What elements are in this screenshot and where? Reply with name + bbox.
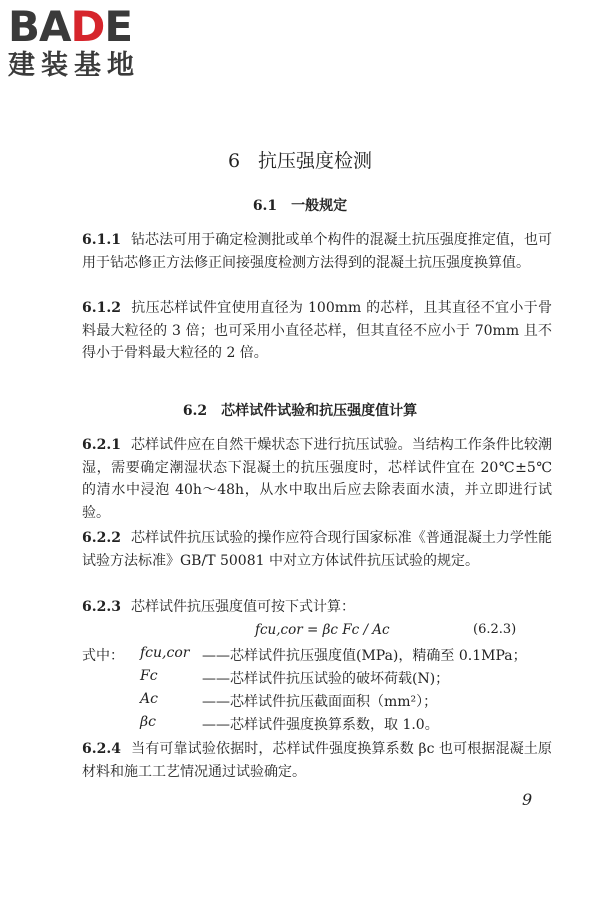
clause-text: 芯样试件抗压试验的操作应符合现行国家标准《普通混凝土力学性能试验方法标准》GB/T 50081 中对立方体试件抗压试验的规定。 <box>82 530 552 569</box>
brand-logo <box>8 2 178 82</box>
logo-wordmark <box>8 2 178 51</box>
paragraph-6-2-2 <box>82 527 552 572</box>
symbol-definition: ——芯样试件抗压强度值(MPa)，精确至 0.1MPa； <box>202 648 527 664</box>
paragraph-6-2-3 <box>82 596 552 619</box>
chapter-number: 6 <box>227 150 241 172</box>
clause-number: 6.1.1 <box>82 232 121 248</box>
paragraph-6-1-1 <box>82 229 552 274</box>
chapter-title: 抗压强度检测 <box>258 150 373 172</box>
formula-number: (6.2.3) <box>473 622 517 637</box>
paragraph-6-2-4 <box>82 738 552 783</box>
clause-text: 当有可靠试验依据时，芯样试件强度换算系数 βc 也可根据混凝土原材料和施工工艺情况通过试验确定。 <box>82 741 552 780</box>
clause-text: 芯样试件应在自然干燥状态下进行抗压试验。当结构工作条件比较潮湿，需要确定潮湿状态下混凝土的抗压强度时，芯样试件宜在 20℃±5℃ 的清水中浸泡 40h～48h，从水中取出后应去除表面水渍，并立即进行试验。 <box>82 437 552 522</box>
clause-text: 抗压芯样试件宜使用直径为 100mm 的芯样，且其直径不宜小于骨料最大粒径的 3 倍；也可采用小直径芯样，但其直径不应小于 70mm 且不得小于骨料最大粒径的 2 倍。 <box>82 300 552 362</box>
logo-word-main: BA <box>8 2 71 51</box>
clause-number: 6.2.4 <box>82 741 121 757</box>
symbol-fcu-cor: fcu,cor <box>140 645 190 661</box>
chapter-heading <box>0 146 600 173</box>
clause-text: 钻芯法可用于确定检测批或单个构件的混凝土抗压强度推定值，也可用于钻芯修正方法修正间接强度检测方法得到的混凝土抗压强度换算值。 <box>82 232 552 271</box>
clause-number: 6.2.3 <box>82 599 121 615</box>
formula-expression: fcu,cor = βc Fc / Ac <box>255 622 390 638</box>
paragraph-6-1-2 <box>82 297 552 365</box>
symbol-beta-c: βc <box>140 714 156 730</box>
symbol-definition: ——芯样试件强度换算系数，取 1.0。 <box>202 717 439 733</box>
page-number: 9 <box>522 790 533 809</box>
clause-text: 芯样试件抗压强度值可按下式计算： <box>130 599 355 615</box>
clause-number: 6.1.2 <box>82 300 121 316</box>
where-label: 式中： <box>82 648 124 664</box>
symbol-definition: ——芯样试件抗压试验的破坏荷载(N)； <box>202 671 450 687</box>
logo-word-end: E <box>104 2 133 51</box>
symbol-ac: Ac <box>140 691 158 707</box>
section-6-2-title: 6.2 芯样试件试验和抗压强度值计算 <box>182 403 418 419</box>
symbol-fc: Fc <box>140 668 158 684</box>
clause-number: 6.2.1 <box>82 437 121 453</box>
logo-word-accent: D <box>70 2 105 51</box>
clause-number: 6.2.2 <box>82 530 121 546</box>
paragraph-6-2-1 <box>82 434 552 525</box>
section-6-1-title: 6.1 一般规定 <box>252 198 348 214</box>
symbol-definition: ——芯样试件抗压截面面积（mm²）； <box>202 694 438 710</box>
logo-subtitle: 建装基地 <box>8 50 140 81</box>
